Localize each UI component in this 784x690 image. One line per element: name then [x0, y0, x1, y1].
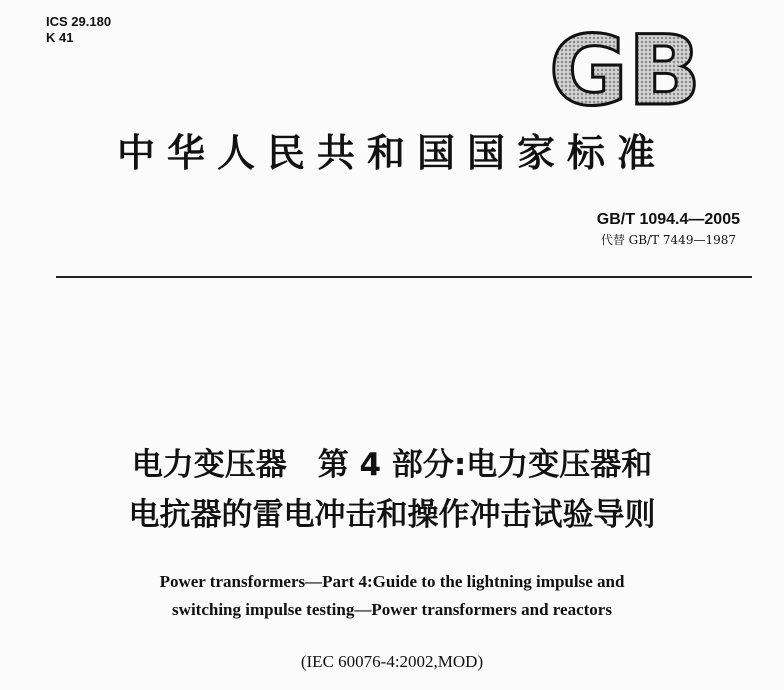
organization-title: 中华人民共和国国家标准 [116, 130, 667, 175]
replaces-standard: 代替 GB/T 7449—1987 [600, 233, 736, 247]
chinese-title [0, 440, 784, 540]
chinese-title-line-1: 电力变压器 第 4 部分:电力变压器和 [131, 447, 653, 483]
english-title-line-2: switching impulse testing—Power transformers and reactors [172, 600, 612, 619]
gb-logo [540, 16, 710, 116]
gb-logo-text: GB [549, 16, 701, 116]
english-title [0, 568, 784, 624]
adoption-note: (IEC 60076-4:2002,MOD) [300, 652, 484, 671]
chinese-title-line-2: 电抗器的雷电冲击和操作冲击试验导则 [128, 497, 656, 533]
ccs-code: K 41 [46, 30, 74, 45]
classification-codes [46, 14, 111, 46]
ics-code: ICS 29.180 [46, 14, 112, 29]
standard-number: GB/T 1094.4—2005 [596, 211, 740, 228]
header-divider [56, 276, 752, 278]
english-title-line-1: Power transformers—Part 4:Guide to the lightning impulse and [159, 572, 625, 591]
